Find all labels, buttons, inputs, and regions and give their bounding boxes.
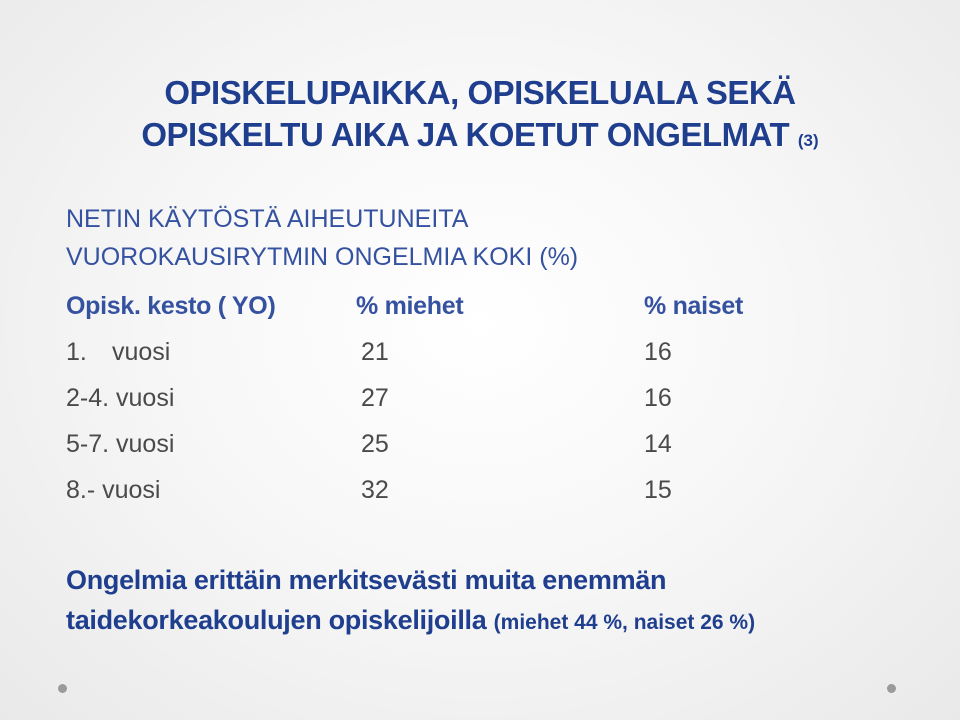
row-men-value: 32 (361, 476, 389, 504)
row-men-value: 25 (361, 430, 389, 458)
table-header-row (66, 287, 826, 333)
section-heading (66, 200, 578, 276)
row-women-value: 16 (644, 384, 672, 412)
footer-note (66, 560, 755, 643)
header-men: % miehet (356, 292, 464, 320)
title-suffix: (3) (797, 131, 819, 150)
footer-line-1: Ongelmia erittäin merkitsevästi muita enemmän (66, 565, 667, 595)
row-men-value: 27 (361, 384, 389, 412)
row-women-value: 15 (644, 476, 672, 504)
slide-title (0, 72, 960, 162)
footer-line-2 (66, 600, 755, 643)
row-label-number: 1. (66, 338, 87, 366)
title-line-2 (0, 114, 960, 162)
table-row (66, 471, 826, 517)
title-line-1: OPISKELUPAIKKA, OPISKELUALA SEKÄ (164, 74, 796, 111)
header-women: % naiset (644, 292, 744, 320)
row-label (66, 333, 170, 371)
row-men-value: 21 (361, 338, 389, 366)
title-line-2-text: OPISKELTU AIKA JA KOETUT ONGELMAT (141, 116, 790, 153)
footer-line-2-note: (miehet 44 %, naiset 26 %) (493, 611, 756, 634)
row-women-value: 14 (644, 430, 672, 458)
decorative-dot-right (887, 684, 896, 693)
data-table (66, 287, 826, 517)
row-women-value: 16 (644, 338, 672, 366)
row-label: 2-4. vuosi (66, 384, 175, 412)
section-heading-line-2: VUOROKAUSIRYTMIN ONGELMIA KOKI (%) (66, 243, 579, 271)
row-label-text: vuosi (112, 338, 171, 366)
header-duration: Opisk. kesto ( YO) (66, 292, 276, 320)
table-row (66, 333, 826, 379)
row-label: 5-7. vuosi (66, 430, 175, 458)
table-row (66, 379, 826, 425)
footer-line-2-main: taidekorkeakoulujen opiskelijoilla (66, 605, 487, 635)
table-row (66, 425, 826, 471)
row-label: 8.- vuosi (66, 476, 161, 504)
decorative-dot-left (58, 684, 67, 693)
section-heading-line-1: NETIN KÄYTÖSTÄ AIHEUTUNEITA (66, 205, 469, 233)
